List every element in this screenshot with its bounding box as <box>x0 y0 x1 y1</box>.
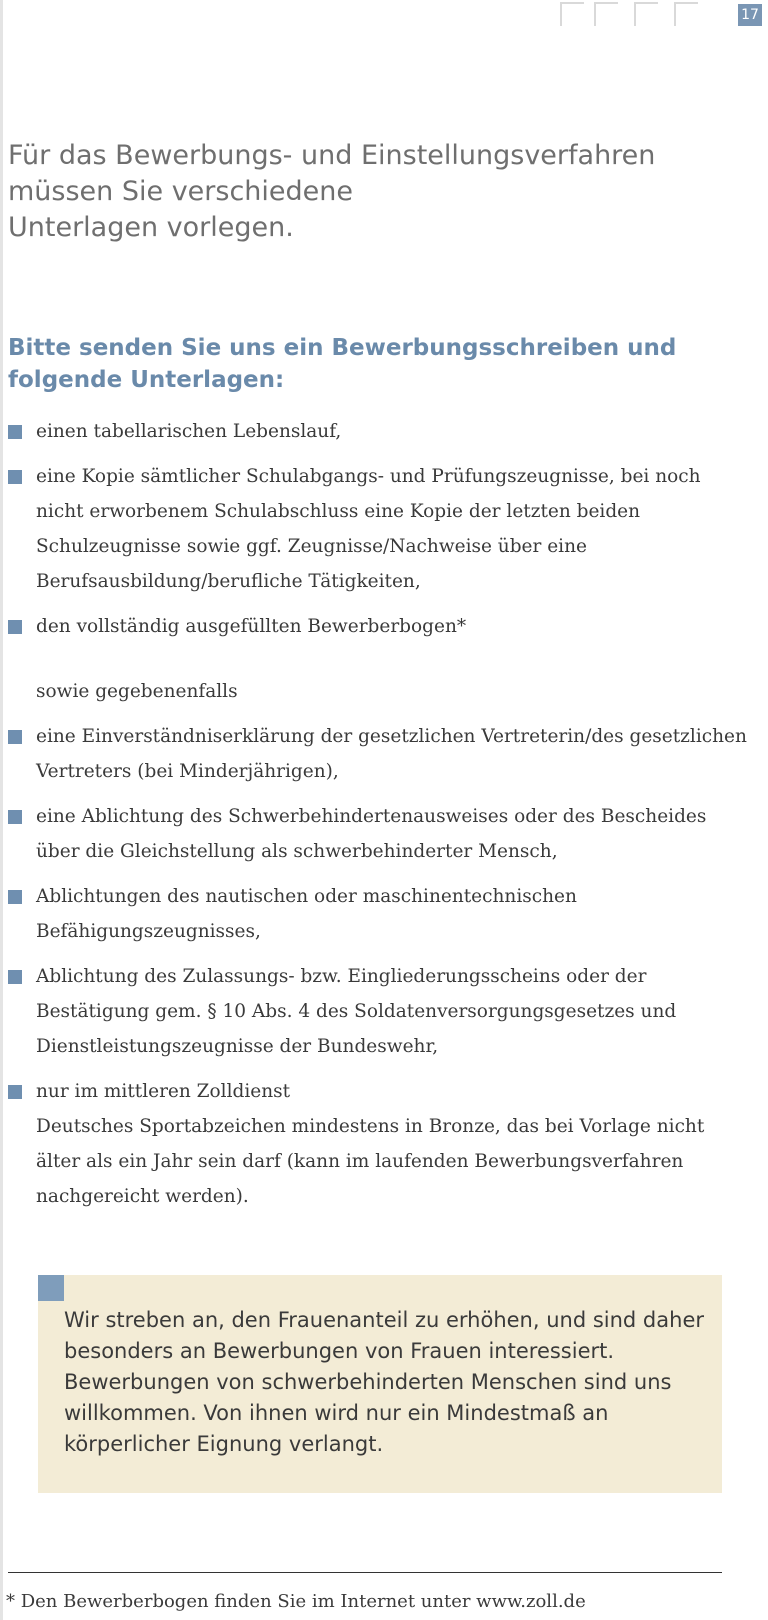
square-bullet-icon <box>8 810 22 824</box>
list-item <box>8 459 748 599</box>
square-bullet-icon <box>8 730 22 744</box>
list-item <box>8 609 748 644</box>
square-marker-icon <box>38 1275 64 1301</box>
footnote-divider <box>8 1572 722 1573</box>
documents-list <box>8 414 748 1224</box>
list-item-text: einen tabellarischen Lebenslauf, <box>36 421 342 442</box>
documents-heading: Bitte senden Sie uns ein Bewerbungsschreiben und folgende Unterlagen: <box>8 335 677 393</box>
list-item <box>8 1074 748 1214</box>
intro-heading: Für das Bewerbungs- und Einstellungsverfahren müssen Sie verschiedene Unterlagen vorlegen. <box>8 140 656 243</box>
square-bullet-icon <box>8 620 22 634</box>
list-item <box>8 799 748 869</box>
page-number: 17 <box>738 4 762 26</box>
list-item-text: nur im mittleren Zolldienst Deutsches Sportabzeichen mindestens in Bronze, das bei Vorlage nicht älter als ein Jahr sein darf (kann im laufenden Bewerbungsverfahren nachgereicht werden). <box>36 1081 705 1207</box>
list-item <box>8 959 748 1064</box>
list-item-text: eine Ablichtung des Schwerbehindertenausweises oder des Bescheides über die Gleichstellung als schwerbehinderter Mensch, <box>36 806 707 862</box>
list-item <box>8 414 748 449</box>
corner-marks <box>560 2 720 28</box>
list-item-text: den vollständig ausgefüllten Bewerberbogen* <box>36 616 467 637</box>
list-item-text: eine Kopie sämtlicher Schulabgangs- und Prüfungszeugnisse, bei noch nicht erworbenem Schulabschluss eine Kopie der letzten beiden Schulzeugnisse sowie ggf. Zeugnisse/Nachweise über eine Berufsausbildung/berufliche Tätigkeiten, <box>36 466 701 592</box>
square-bullet-icon <box>8 425 22 439</box>
page-edge <box>0 0 3 1620</box>
optional-intro: sowie gegebenenfalls <box>36 681 238 702</box>
list-item <box>8 719 748 789</box>
list-item <box>8 879 748 949</box>
square-bullet-icon <box>8 1085 22 1099</box>
square-bullet-icon <box>8 970 22 984</box>
list-item-text: eine Einverständniserklärung der gesetzlichen Vertreterin/des gesetzlichen Vertreters (bei Minderjährigen), <box>36 726 747 782</box>
footnote: * Den Bewerberbogen finden Sie im Internet unter www.zoll.de <box>6 1591 586 1612</box>
notice-text: Wir streben an, den Frauenanteil zu erhöhen, und sind daher besonders an Bewerbungen von Frauen interessiert. Bewerbungen von schwerbehinderten Menschen sind uns willkommen. Von ihnen wird nur ein Mindestmaß an körperlicher Eignung verlangt. <box>64 1308 704 1456</box>
list-item-text: Ablichtungen des nautischen oder maschinentechnischen Befähigungszeugnisses, <box>36 886 577 942</box>
notice-box <box>38 1275 722 1493</box>
square-bullet-icon <box>8 890 22 904</box>
list-item-text: Ablichtung des Zulassungs- bzw. Eingliederungsscheins oder der Bestätigung gem. § 10 Abs. 4 des Soldatenversorgungsgesetzes und Dienstleistungszeugnisse der Bundeswehr, <box>36 966 677 1057</box>
square-bullet-icon <box>8 470 22 484</box>
